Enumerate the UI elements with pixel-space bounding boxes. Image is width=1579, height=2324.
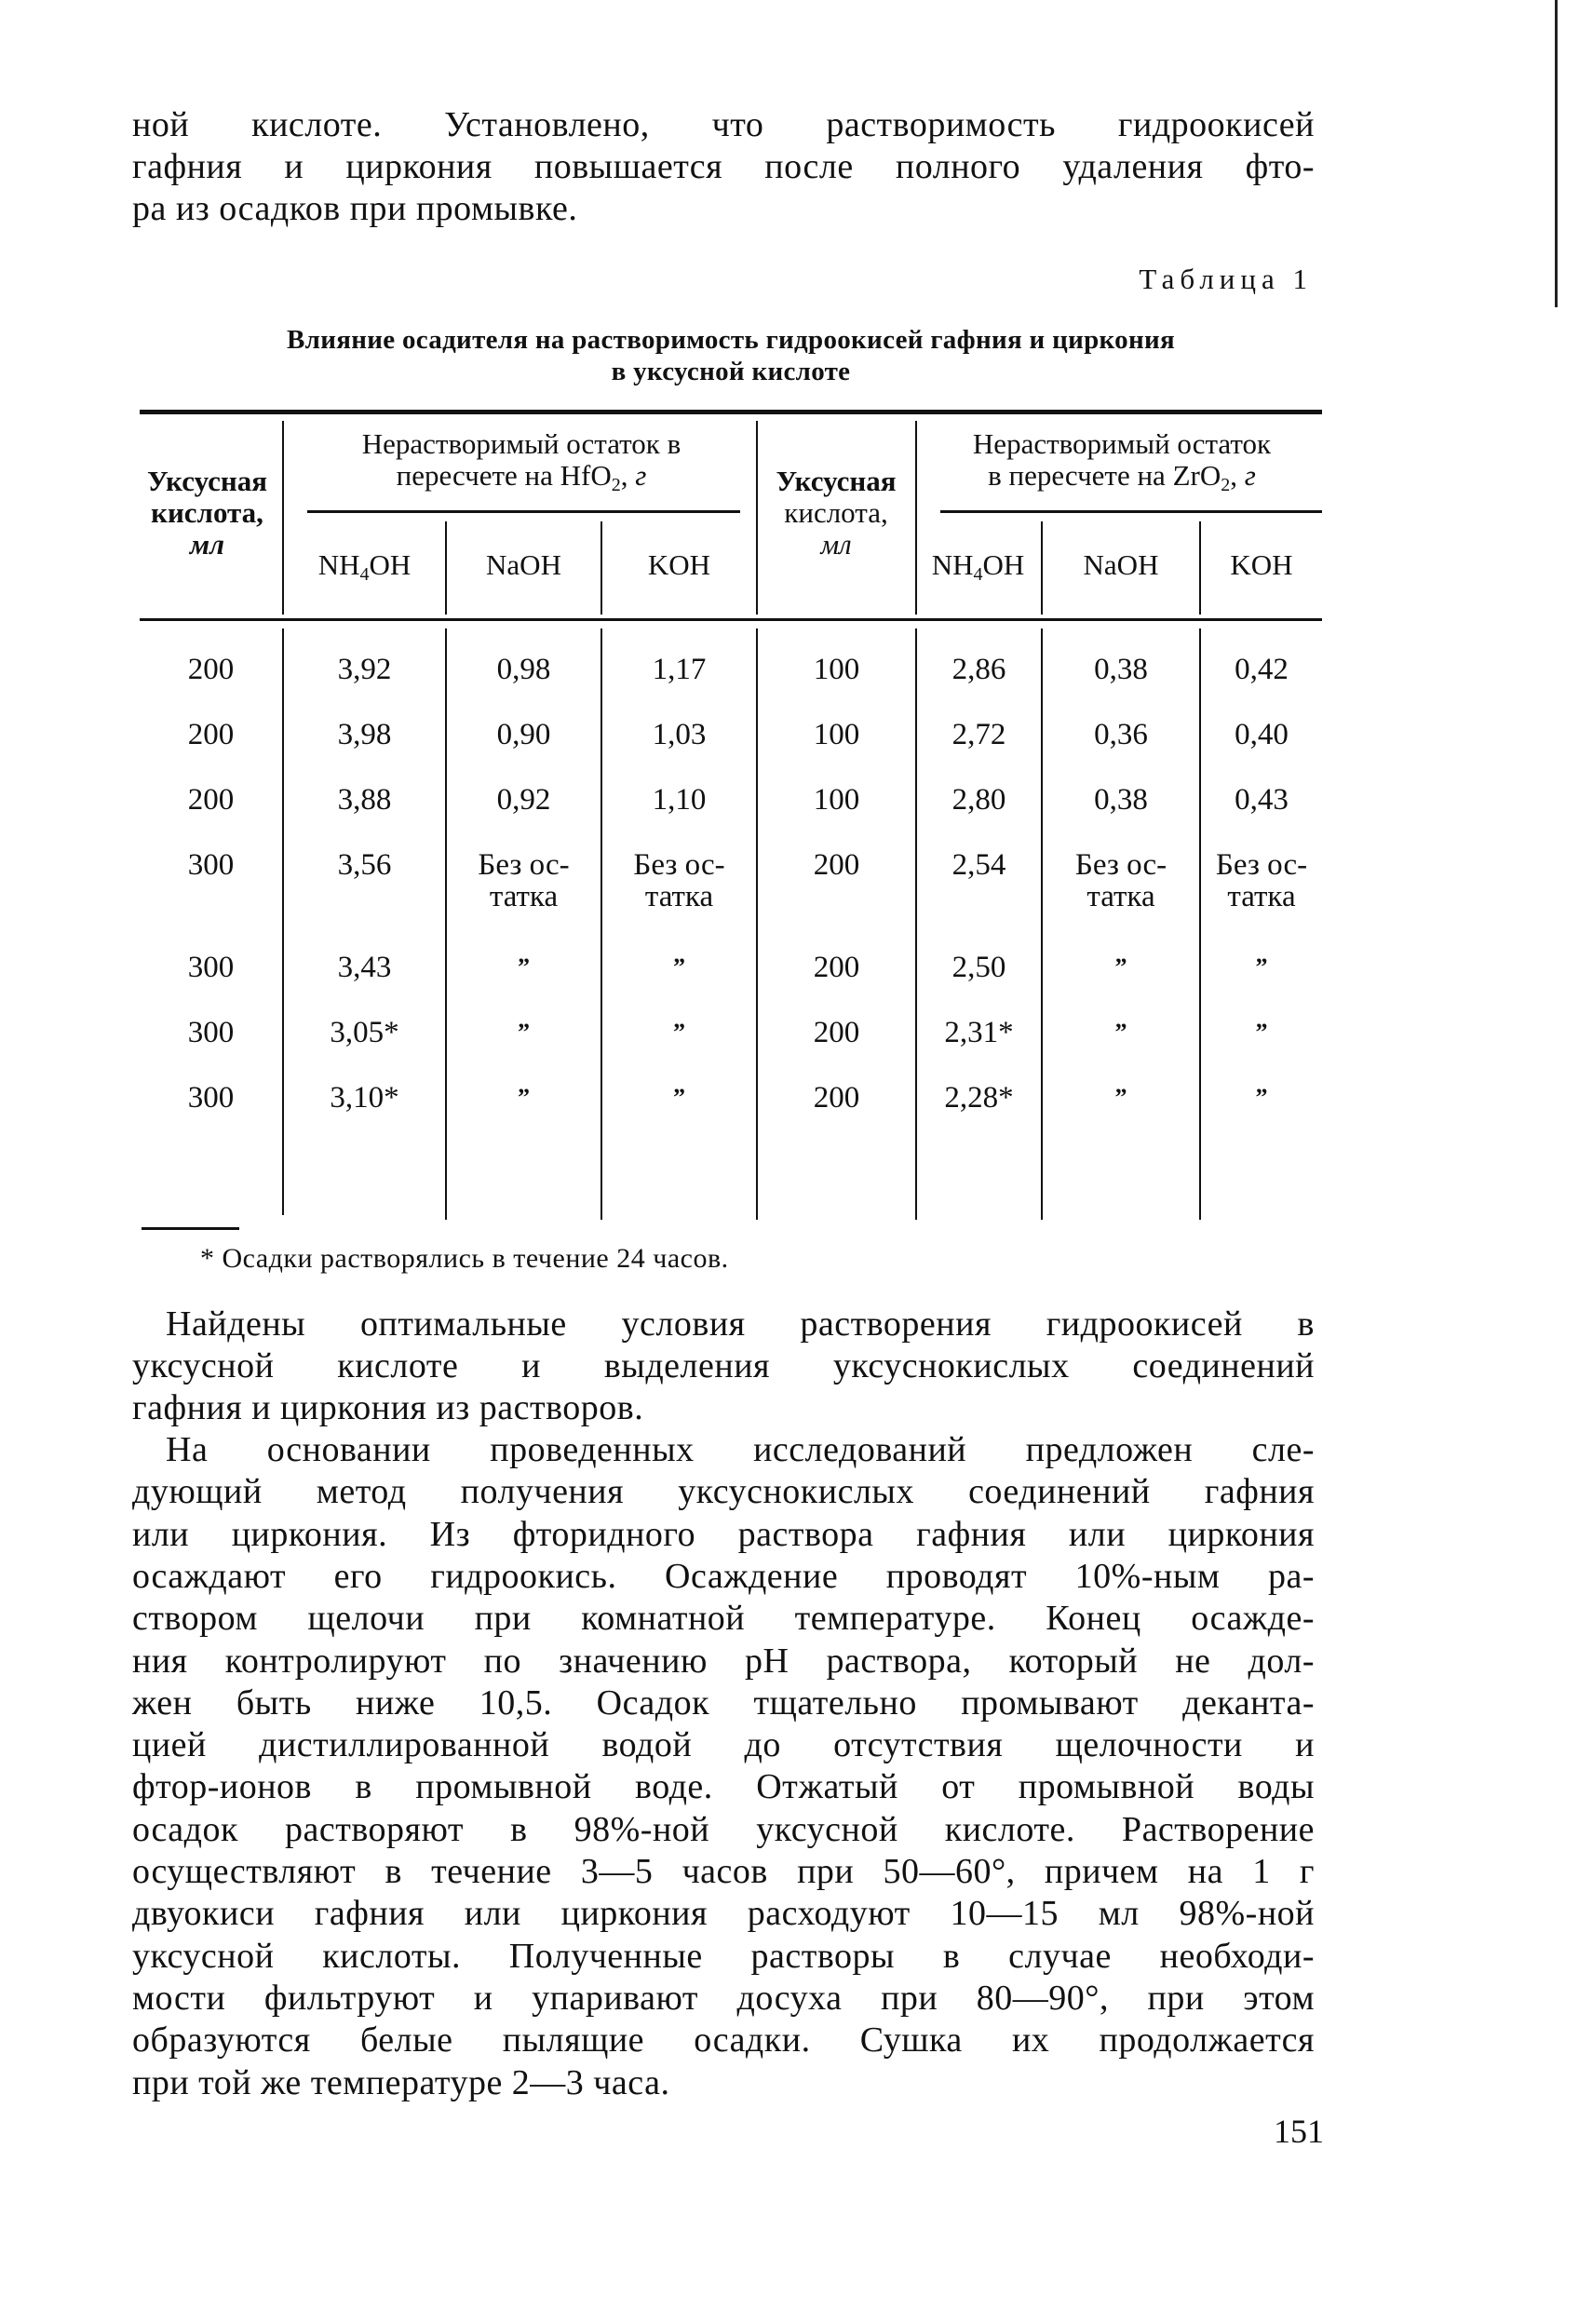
- text-line: мости фильтруют и упаривают досуха при 80—90°, при этом: [132, 1978, 1315, 2018]
- col-divider: [1199, 628, 1201, 1220]
- text-line: осаждают его гидроокись. Осаждение проводят 10%-ным ра-: [132, 1556, 1315, 1596]
- table-cell: 3,98: [337, 718, 392, 751]
- col-divider: [445, 628, 447, 1220]
- text-line: ра из осадков при промывке.: [132, 189, 578, 228]
- text-line: гафния и циркония из растворов.: [132, 1388, 644, 1427]
- table-top-rule: [140, 410, 1322, 414]
- header-zr-koh: KOH: [1230, 548, 1293, 581]
- table-cell: 200: [813, 951, 860, 984]
- header-acid-hf: Уксусная кислота, мл: [146, 465, 268, 561]
- header-zr-group: Нерастворимый остаток в пересчете на ZrO$_2$, г: [972, 427, 1272, 495]
- table-cell: ”: [673, 1084, 685, 1111]
- table-cell: 3,10*: [330, 1081, 399, 1115]
- text-line: цией дистиллированной водой до отсутствия щелочности и: [132, 1725, 1315, 1765]
- header-hf-group: Нерастворимый остаток в пересчете на HfO$_2$, г: [361, 427, 682, 495]
- table-title-line: в уксусной кислоте: [611, 357, 851, 386]
- table-cell: ”: [1255, 953, 1268, 980]
- scan-edge-line: [1555, 0, 1558, 307]
- table-cell: ”: [1114, 953, 1127, 980]
- table-cell: ”: [518, 1019, 530, 1046]
- table-cell: 0,98: [496, 653, 551, 686]
- table-cell: 1,03: [652, 718, 707, 751]
- table-cell: 0,38: [1094, 783, 1148, 817]
- table-cell: 2,72: [951, 718, 1006, 751]
- text-line: На основании проведенных исследований предложен сле-: [166, 1430, 1315, 1469]
- table-cell: 2,80: [951, 783, 1006, 817]
- text-line: осадок растворяют в 98%-ной уксусной кислоте. Растворение: [132, 1809, 1315, 1849]
- text-line: фтор-ионов в промывной воде. Отжатый от промывной воды: [132, 1767, 1315, 1807]
- text-line: дующий метод получения уксуснокислых соединений гафния: [132, 1472, 1315, 1512]
- col-divider: [915, 628, 917, 1220]
- text-line: при той же температуре 2—3 часа.: [132, 2062, 670, 2102]
- table-cell: 3,43: [337, 951, 392, 984]
- text-line: Найдены оптимальные условия растворения гидроокисей в: [166, 1304, 1315, 1344]
- zr-group-rule: [940, 510, 1322, 513]
- table-cell: 3,92: [337, 653, 392, 686]
- text-line: жен быть ниже 10,5. Осадок тщательно промывают деканта-: [132, 1682, 1315, 1723]
- table-cell: 2,31*: [944, 1016, 1014, 1049]
- table-cell: 200: [187, 718, 235, 751]
- table-cell: ”: [1114, 1084, 1127, 1111]
- text-line: уксусной кислоте и выделения уксуснокислых соединений: [132, 1346, 1315, 1385]
- table-cell: ”: [1255, 1019, 1268, 1046]
- table-cell: ”: [1255, 1084, 1268, 1111]
- table-cell: ”: [518, 1084, 530, 1111]
- text-line: двуокиси гафния или циркония расходуют 10—15 мл 98%-ной: [132, 1894, 1315, 1934]
- text-line: створом щелочи при комнатной температуре. Конец осажде-: [132, 1599, 1315, 1639]
- table-cell: 0,36: [1094, 718, 1148, 751]
- table-cell: ”: [673, 1019, 685, 1046]
- table-cell: 2,50: [951, 951, 1006, 984]
- hf-group-rule: [307, 510, 740, 513]
- header-hf-nh4oh: $NH_4OH$: [317, 548, 412, 585]
- table-cell: 200: [187, 653, 235, 686]
- table-cell: Без ос- татка: [1215, 848, 1308, 913]
- header-hf-koh: KOH: [647, 548, 711, 581]
- table-cell: 2,86: [951, 653, 1006, 686]
- table-label: Таблица 1: [1139, 263, 1313, 295]
- table-cell: 3,88: [337, 783, 392, 817]
- table-cell: 200: [187, 783, 235, 817]
- header-hf-naoh: NaOH: [486, 548, 561, 581]
- table-cell: 300: [187, 1081, 235, 1115]
- table-cell: 2,28*: [944, 1081, 1014, 1115]
- text-line: ной кислоте. Установлено, что растворимость гидроокисей: [132, 105, 1315, 144]
- table-title-line: Влияние осадителя на растворимость гидроокисей гафния и циркония: [287, 325, 1175, 355]
- page-number: 151: [1274, 2113, 1324, 2150]
- footnote-rule: [142, 1227, 239, 1230]
- text-line: ния контролируют по значению pH раствора, который не дол-: [132, 1641, 1315, 1681]
- table-cell: Без ос- татка: [1074, 848, 1167, 913]
- table-cell: 200: [813, 1016, 860, 1049]
- text-line: образуются белые пылящие осадки. Сушка их продолжается: [132, 2020, 1315, 2061]
- table-cell: 0,92: [496, 783, 551, 817]
- table-cell: ”: [518, 953, 530, 980]
- text-line: уксусной кислоты. Полученные растворы в случае необходи-: [132, 1936, 1315, 1976]
- col-divider: [1041, 628, 1043, 1220]
- table-cell: Без ос- татка: [633, 848, 725, 913]
- text-line: осуществляют в течение 3—5 часов при 50—60°, причем на 1 г: [132, 1852, 1315, 1891]
- table-cell: ”: [1114, 1019, 1127, 1046]
- table-cell: 0,38: [1094, 653, 1148, 686]
- table-cell: Без ос- татка: [478, 848, 570, 913]
- table-cell: 100: [813, 783, 860, 817]
- table-cell: 100: [813, 653, 860, 686]
- col-divider: [756, 628, 758, 1220]
- table-cell: 300: [187, 951, 235, 984]
- header-zr-nh4oh: $NH_4OH$: [931, 548, 1025, 585]
- col-divider: [601, 628, 602, 1220]
- header-zr-naoh: NaOH: [1083, 548, 1159, 581]
- table-cell: 0,90: [496, 718, 551, 751]
- table-cell: ”: [673, 953, 685, 980]
- table-cell: 2,54: [951, 848, 1006, 882]
- header-bottom-rule: [140, 618, 1322, 621]
- table-footnote: * Осадки растворялись в течение 24 часов.: [200, 1243, 729, 1274]
- table-cell: 300: [187, 848, 235, 882]
- text-line: гафния и циркония повышается после полного удаления фто-: [132, 147, 1315, 186]
- table-cell: 1,10: [652, 783, 707, 817]
- table-cell: 200: [813, 1081, 860, 1115]
- table-cell: 200: [813, 848, 860, 882]
- table-cell: 3,05*: [330, 1016, 399, 1049]
- table-cell: 300: [187, 1016, 235, 1049]
- text-line: или циркония. Из фторидного раствора гафния или циркония: [132, 1514, 1315, 1554]
- table-cell: 0,43: [1235, 783, 1289, 817]
- table-cell: 100: [813, 718, 860, 751]
- table-cell: 1,17: [652, 653, 707, 686]
- header-acid-zr: Уксусная кислота, мл: [776, 465, 897, 561]
- table-cell: 0,42: [1235, 653, 1289, 686]
- table-cell: 0,40: [1235, 718, 1289, 751]
- table-cell: 3,56: [337, 848, 392, 882]
- col-divider: [282, 628, 284, 1215]
